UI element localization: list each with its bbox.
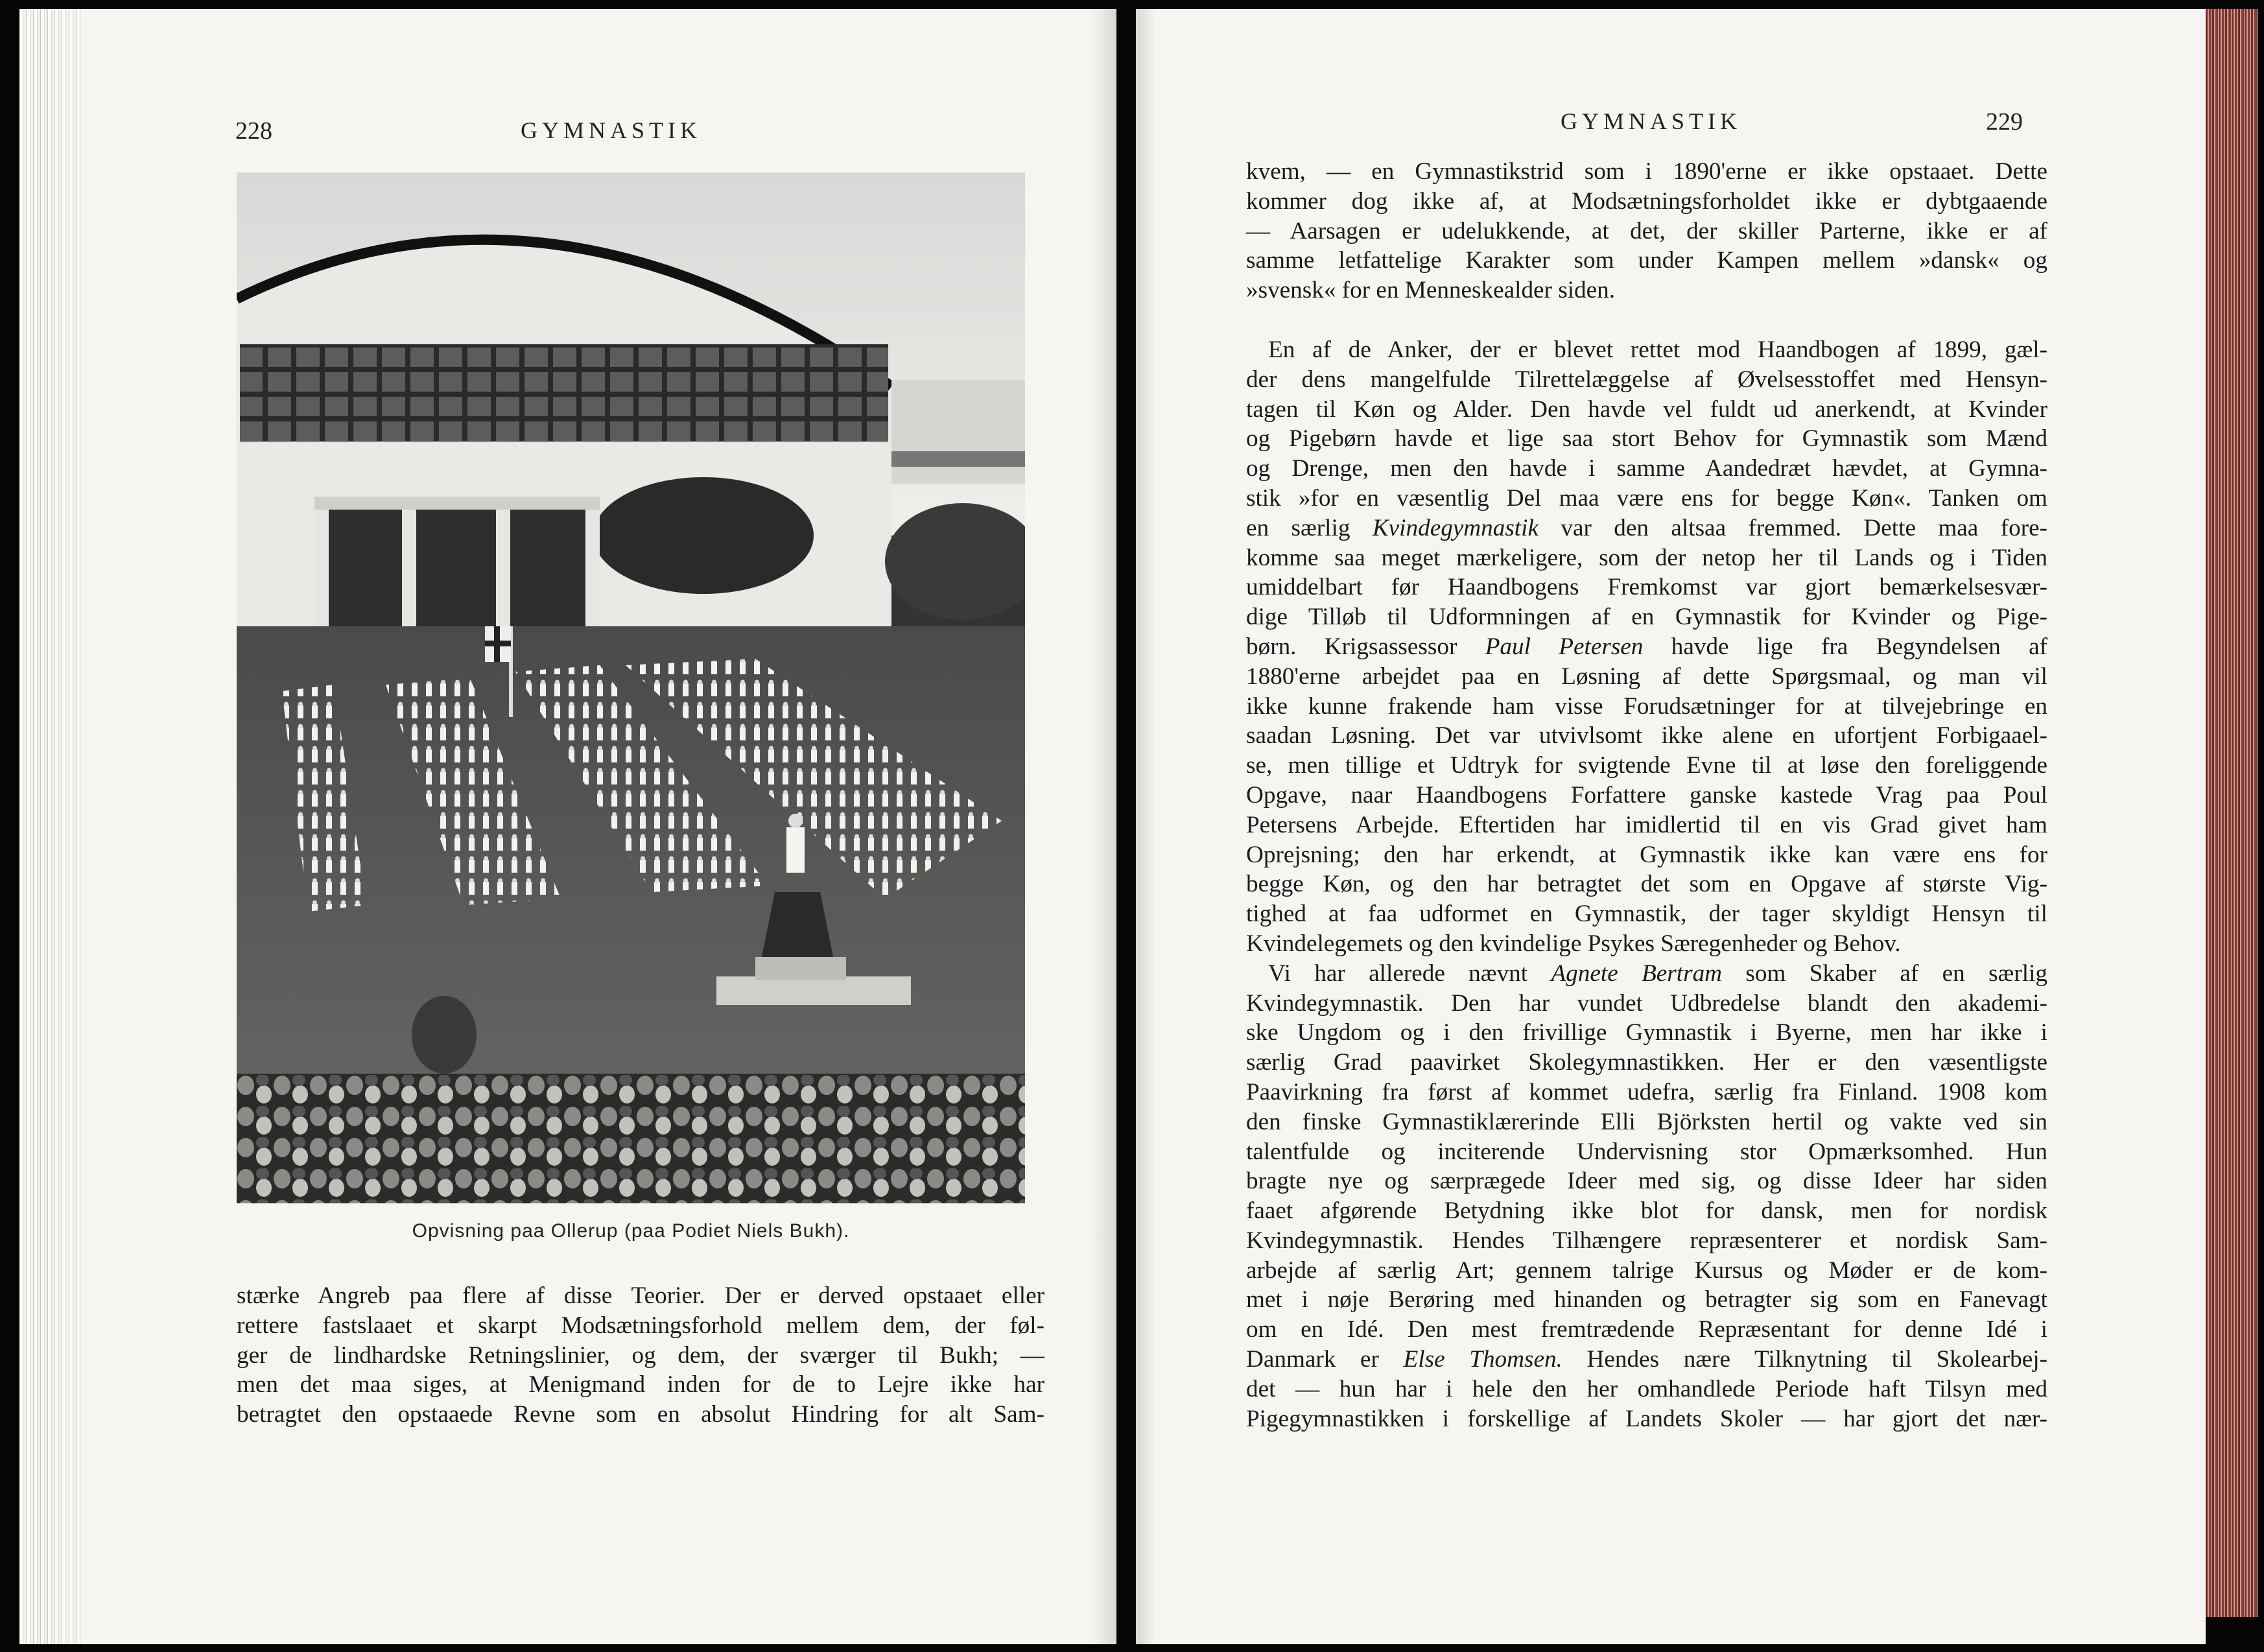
text-line: se, men tillige et Udtryk for svigtende Evne til at løse den foreliggende bbox=[1246, 752, 2047, 779]
text-line: bragte nye og særprægede Ideer med sig, og disse Ideer har siden bbox=[1246, 1168, 2047, 1195]
text-line: stik »for en væsentlig Del maa være ens for begge Køn«. Tanken om bbox=[1246, 484, 2047, 512]
text-line: betragtet den opstaaede Revne som en absolut Hindring for alt Sam- bbox=[237, 1401, 1044, 1428]
text-line: Danmark er Else Thomsen. Hendes nære Tilknytning til Skolearbej- bbox=[1246, 1346, 2047, 1373]
text-line: talentfulde og inciterende Undervisning stor Opmærksomhed. Hun bbox=[1246, 1138, 2047, 1165]
running-head: GYMNASTIK bbox=[1561, 108, 1741, 134]
gutter-shadow bbox=[1136, 9, 1155, 1644]
text-line: Opgave, naar Haandbogens Forfattere ganske kastede Vrag paa Poul bbox=[1246, 781, 2047, 808]
book-edge bbox=[2206, 9, 2258, 1617]
text-line: En af de Anker, der er blevet rettet mod Haandbogen af 1899, gæl- bbox=[1268, 336, 2047, 363]
text-line: begge Køn, og den har betragtet det som en Opgave af største Vig- bbox=[1246, 871, 2047, 898]
text-line: og Pigebørn havde et lige saa stort Behov for Gymnastik som Mænd bbox=[1246, 425, 2047, 453]
left-page bbox=[19, 9, 1116, 1644]
text-line: Oprejsning; den har erkendt, at Gymnastik ikke kan være ens for bbox=[1246, 841, 2047, 868]
text-line: Kvindegymnastik. Hendes Tilhængere repræsenterer et nordisk Sam- bbox=[1246, 1227, 2047, 1254]
text-line: arbejde af særlig Art; gennem talrige Kursus og Møder er de kom- bbox=[1246, 1257, 2047, 1284]
text-line: ikke kunne frakende ham visse Forudsætninger for at tilvejebringe en bbox=[1246, 692, 2047, 720]
text-line: ger de lindhardske Retningslinier, og dem, der sværger til Bukh; — bbox=[237, 1341, 1044, 1369]
running-head: GYMNASTIK bbox=[521, 117, 702, 143]
text-line: Paavirkning fra først af kommet udefra, særlig fra Finland. 1908 kom bbox=[1246, 1078, 2047, 1105]
right-body-text bbox=[1246, 157, 2047, 1434]
text-line: børn. Krigsassessor Paul Petersen havde lige fra Begyndelsen af bbox=[1246, 633, 2048, 660]
gymnastics-display-photo bbox=[237, 172, 1025, 1203]
text-line: dige Tilløb til Udformningen af en Gymnastik for Kvinder og Pige- bbox=[1246, 604, 2047, 631]
text-line: rettere fastslaaet et skarpt Modsætningsforhold mellem dem, der føl- bbox=[237, 1312, 1044, 1339]
text-line: — Aarsagen er udelukkende, at det, der skiller Parterne, ikke er af bbox=[1246, 217, 2047, 244]
text-line: Vi har allerede nævnt Agnete Bertram som Skaber af en særlig bbox=[1268, 960, 2047, 987]
text-line: saadan Løsning. Det var utvivlsomt ikke alene en ufortjent Forbigaael- bbox=[1246, 722, 2047, 749]
figure-caption: Opvisning paa Ollerup (paa Podiet Niels Bukh). bbox=[412, 1220, 850, 1242]
text-line: tighed at faa udformet en Gymnastik, der tager skyldigt Hensyn til bbox=[1246, 901, 2047, 928]
text-line: der dens mangelfulde Tilrettelæggelse af Øvelsesstoffet med Hensyn- bbox=[1246, 366, 2047, 393]
text-line: umiddelbart før Haandbogens Fremkomst var gjort bemærkelsesvær- bbox=[1246, 574, 2047, 601]
left-body-text bbox=[237, 1281, 1044, 1430]
text-line: kommer dog ikke af, at Modsætningsforholdet ikke er dybtgaaende bbox=[1246, 187, 2047, 215]
right-page bbox=[1136, 9, 2206, 1644]
emphasis: Paul Petersen bbox=[1485, 633, 1644, 660]
text-line: ske Ungdom og i den frivillige Gymnastik i Byerne, men har ikke i bbox=[1246, 1019, 2047, 1046]
text-line: Pigegymnastikken i forskellige af Landets Skoler — har gjort det nær- bbox=[1246, 1405, 2047, 1432]
text-line: faaet afgørende Betydning ikke blot for dansk, men for nordisk bbox=[1246, 1198, 2047, 1225]
page-number: 229 bbox=[1986, 108, 2023, 136]
text-line: kvem, — en Gymnastikstrid som i 1890'erne er ikke opstaaet. Dette bbox=[1246, 158, 2047, 185]
text-line: samme letfattelige Karakter som under Kampen mellem »dansk« og bbox=[1246, 247, 2047, 274]
text-line: 1880'erne arbejdet paa en Løsning af dette Spørgsmaal, og man vil bbox=[1246, 663, 2047, 690]
text-line: »svensk« for en Menneskealder siden. bbox=[1246, 277, 1616, 304]
page-number: 228 bbox=[235, 117, 272, 145]
text-line: en særlig Kvindegymnastik var den altsaa fremmed. Dette maa fore- bbox=[1246, 514, 2047, 541]
text-line: om en Idé. Den mest fremtrædende Repræsentant for denne Idé i bbox=[1246, 1316, 2047, 1343]
text-line: met i nøje Berøring med hinanden og betragter sig som en Fanevagt bbox=[1246, 1286, 2047, 1314]
page-edges bbox=[19, 9, 81, 1644]
text-line: den finske Gymnastiklærerinde Elli Björksten hertil og vakte ved sin bbox=[1246, 1108, 2047, 1135]
emphasis: Agnete Bertram bbox=[1551, 960, 1723, 987]
emphasis: Else Thomsen. bbox=[1403, 1346, 1562, 1373]
text-line: Kvindelegemets og den kvindelige Psykes Særegenheder og Behov. bbox=[1246, 930, 1901, 957]
text-line: Kvindegymnastik. Den har vundet Udbredelse blandt den akademi- bbox=[1246, 989, 2047, 1017]
text-line: komme saa meget mærkeligere, som der netop her til Lands og i Tiden bbox=[1246, 544, 2047, 571]
text-line: stærke Angreb paa flere af disse Teorier. Der er derved opstaaet eller bbox=[237, 1282, 1044, 1309]
text-line: og Drenge, men den havde i samme Aandedræt hævdet, at Gymna- bbox=[1246, 455, 2047, 482]
photograph bbox=[237, 172, 1025, 1203]
text-line: men det maa siges, at Menigmand inden for de to Lejre ikke har bbox=[237, 1371, 1044, 1398]
emphasis: Kvindegymnastik bbox=[1372, 514, 1539, 541]
text-line: det — hun har i hele den her omhandlede Periode haft Tilsyn med bbox=[1246, 1375, 2047, 1402]
text-line: særlig Grad paavirket Skolegymnastikken. Her er den væsentligste bbox=[1246, 1049, 2047, 1076]
text-line: tagen til Køn og Alder. Den havde vel fuldt ud anerkendt, at Kvinder bbox=[1246, 395, 2047, 423]
gutter-shadow bbox=[1091, 9, 1116, 1644]
text-line: Petersens Arbejde. Eftertiden har imidlertid til en vis Grad givet ham bbox=[1246, 811, 2047, 838]
